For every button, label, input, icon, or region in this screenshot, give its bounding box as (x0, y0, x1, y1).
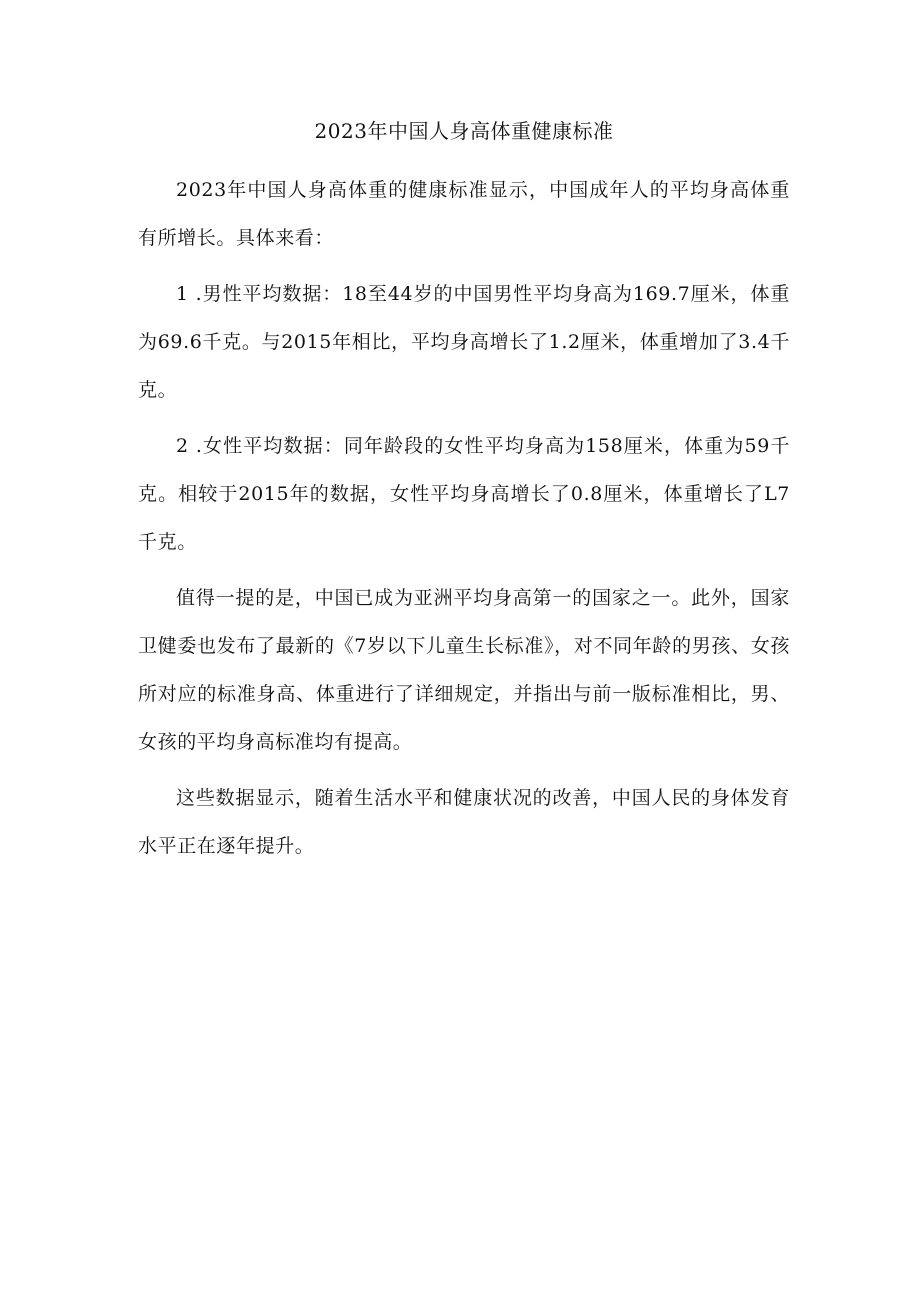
document-title: 2023年中国人身高体重健康标准 (314, 119, 614, 143)
paragraph-intro: 2023年中国人身高体重的健康标准显示，中国成年人的平均身高体重有所增长。具体来看： (138, 179, 790, 249)
paragraph-asia-and-child-standard: 值得一提的是，中国已成为亚洲平均身高第一的国家之一。此外，国家卫健委也发布了最新的《7岁以下儿童生长标准》，对不同年龄的男孩、女孩所对应的标准身高、体重进行了详细规定，并指出与前一版标准相比，男、女孩的平均身高标准均有提高。 (138, 587, 790, 753)
paragraph-male-data: 1 .男性平均数据：18至44岁的中国男性平均身高为169.7厘米，体重为69.6千克。与2015年相比，平均身高增长了1.2厘米，体重增加了3.4千克。 (138, 283, 790, 401)
paragraph-female-data: 2 .女性平均数据：同年龄段的女性平均身高为158厘米，体重为59千克。相较于2015年的数据，女性平均身高增长了0.8厘米，体重增长了L7千克。 (138, 435, 790, 553)
paragraph-conclusion: 这些数据显示，随着生活水平和健康状况的改善，中国人民的身体发育水平正在逐年提升。 (138, 787, 790, 857)
